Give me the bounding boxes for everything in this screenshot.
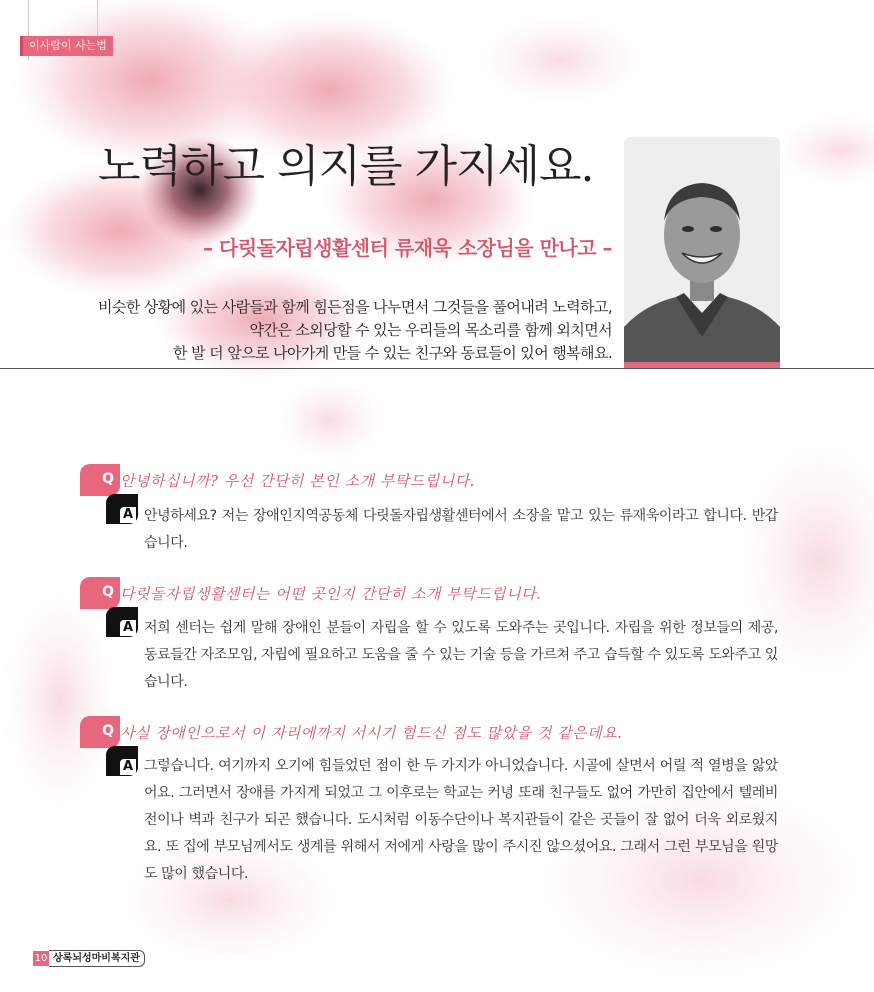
question-badge: Q xyxy=(80,577,120,609)
question-row xyxy=(80,464,780,496)
answer-badge: A xyxy=(106,746,138,776)
question-row xyxy=(80,716,780,748)
page-title: 노력하고 의지를 가지세요. xyxy=(98,141,594,192)
intro-line: 약간은 소외당할 수 있는 우리들의 목소리를 함께 외치면서 xyxy=(249,321,612,339)
subtitle: – 다릿돌자립생활센터 류재욱 소장님을 만나고 – xyxy=(203,236,612,260)
divider xyxy=(0,368,874,369)
question-text: 안녕하십니까? 우선 간단히 본인 소개 부탁드립니다. xyxy=(120,472,475,490)
qa-item xyxy=(80,577,780,690)
intro-line: 한 발 더 앞으로 나아가게 만들 수 있는 친구와 동료들이 있어 행복해요. xyxy=(173,344,612,362)
answer-badge: A xyxy=(106,494,138,524)
question-text: 사실 장애인으로서 이 자리에까지 서시기 힘드신 점도 많았을 것 같은데요. xyxy=(120,724,623,742)
section-tag: 이사람이 사는법 xyxy=(20,36,113,56)
publication-label: 상록뇌성마비복지관 xyxy=(49,950,145,967)
qa-item xyxy=(80,464,780,551)
answer-badge: A xyxy=(106,607,138,637)
question-badge: Q xyxy=(80,464,120,496)
page-number: 10 xyxy=(34,953,48,964)
question-badge: Q xyxy=(80,716,120,748)
question-row xyxy=(80,577,780,609)
intro-line: 비슷한 상황에 있는 사람들과 함께 힘든점을 나누면서 그것들을 풀어내려 노력하고, xyxy=(98,298,612,316)
portrait-photo xyxy=(624,137,780,369)
qa-item xyxy=(80,716,780,882)
answer-text: 안녕하세요? 저는 장애인지역공동체 다릿돌자립생활센터에서 소장을 맡고 있는 류재욱이라고 합니다. 반갑습니다. xyxy=(144,508,778,551)
intro-quote xyxy=(98,296,612,365)
answer-text: 그렇습니다. 여기까지 오기에 힘들었던 점이 한 두 가지가 아니었습니다. 시골에 살면서 어릴 적 열병을 앓았어요. 그러면서 장애를 가지게 되었고 그 이후로는 학교는 커녕 또래 친구들도 없어 가만히 집안에서 텔레비전이나 벽과 친구가 되곤 했습니다. 도시처럼 이동수단이나 복지관들이 같은 곳들이 잘 없어 더욱 외로웠지요. 또 집에 부모님께서도 생계를 위해서 저에게 사랑을 많이 주시진 않으셨어요. 그래서 그런 부모님을 원망도 많이 했습니다. xyxy=(144,758,778,882)
answer-text: 저희 센터는 쉽게 말해 장애인 분들이 자립을 할 수 있도록 도와주는 곳입니다. 자립을 위한 정보들의 제공, 동료들간 자조모임, 자립에 필요하고 도움을 줄 수 있는 기술 등을 가르쳐 주고 습득할 수 있도록 도와주고 있습니다. xyxy=(144,620,778,690)
question-text: 다릿돌자립생활센터는 어떤 곳인지 간단히 소개 부탁드립니다. xyxy=(120,585,542,603)
